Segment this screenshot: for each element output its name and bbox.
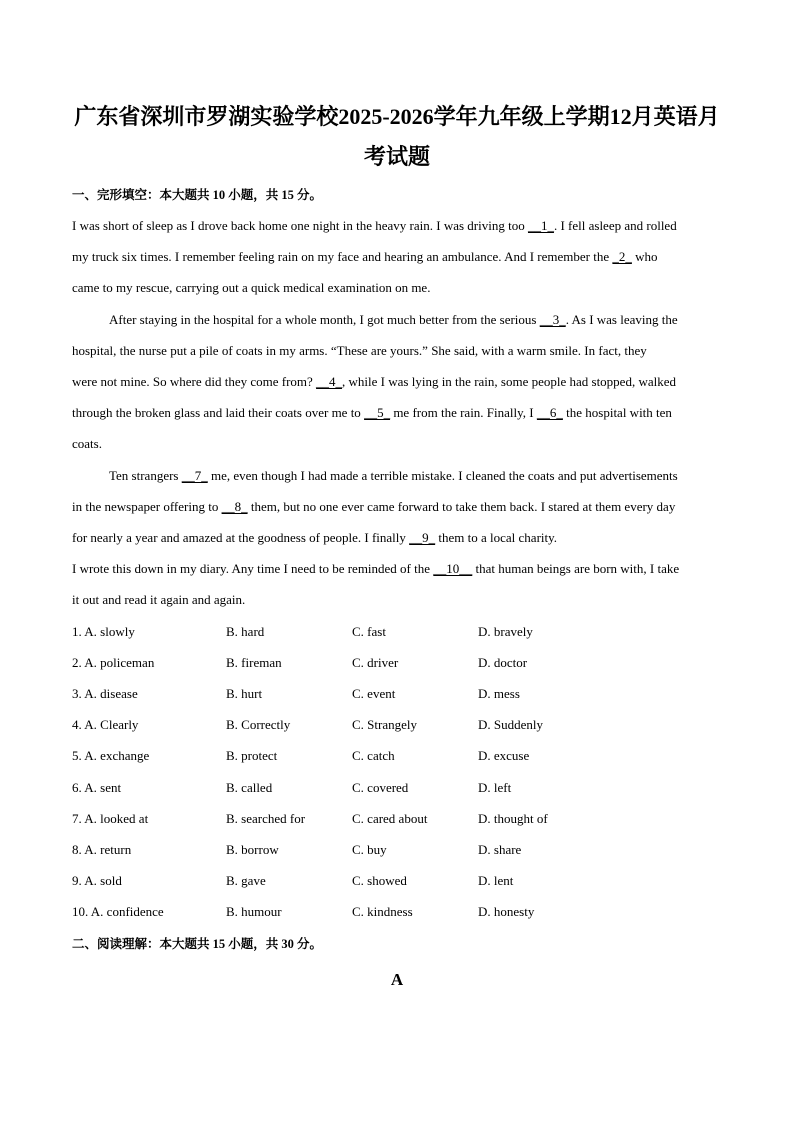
blank-7: __7_ <box>181 468 208 483</box>
section-1-heading: 一、完形填空：本大题共 10 小题，共 15 分。 <box>72 188 323 202</box>
option-d[interactable]: D. lent <box>478 873 514 888</box>
option-d[interactable]: D. share <box>478 842 522 857</box>
passage-line <box>109 310 678 330</box>
passage-text: through the broken glass and laid their coats over me to <box>72 405 365 420</box>
option-b[interactable]: B. fireman <box>226 655 282 670</box>
option-a[interactable]: 5. A. exchange <box>72 748 150 763</box>
passage-line: came to my rescue, carrying out a quick medical examination on me. <box>72 280 431 295</box>
option-b[interactable]: B. humour <box>226 904 282 919</box>
option-a[interactable]: 8. A. return <box>72 842 132 857</box>
passage-line <box>109 466 678 486</box>
option-a[interactable]: 2. A. policeman <box>72 655 155 670</box>
option-b[interactable]: B. searched for <box>226 811 306 826</box>
passage-text: . As I was leaving the <box>565 312 678 327</box>
option-c[interactable]: C. event <box>352 686 396 701</box>
option-c[interactable]: C. showed <box>352 873 407 888</box>
passage-text: me from the rain. Finally, I <box>390 405 537 420</box>
option-d[interactable]: D. mess <box>478 686 520 701</box>
blank-8: __8_ <box>221 499 248 514</box>
passage-line: hospital, the nurse put a pile of coats in my arms. “These are yours.” She said, with a warm smile. In fact, they <box>72 343 647 358</box>
passage-text: After staying in the hospital for a whole month, I got much better from the serious <box>109 312 540 327</box>
passage-text: them to a local charity. <box>435 530 558 545</box>
option-a[interactable]: 1. A. slowly <box>72 624 135 639</box>
blank-9: __9_ <box>409 530 436 545</box>
passage-text: in the newspaper offering to <box>72 499 222 514</box>
passage-text: I was short of sleep as I drove back home one night in the heavy rain. I was driving too <box>72 218 528 233</box>
option-d[interactable]: D. excuse <box>478 748 530 763</box>
passage-line: coats. <box>72 436 102 451</box>
option-a[interactable]: 4. A. Clearly <box>72 717 139 732</box>
option-b[interactable]: B. protect <box>226 748 278 763</box>
blank-4: __4_ <box>316 374 343 389</box>
passage-line: it out and read it again and again. <box>72 592 246 607</box>
option-c[interactable]: C. buy <box>352 842 387 857</box>
passage-text: me, even though I had made a terrible mistake. I cleaned the coats and put advertisements <box>207 468 678 483</box>
reading-part-a-heading: A <box>390 970 404 989</box>
page-title-line-1: 广东省深圳市罗湖实验学校2025-2026学年九年级上学期12月英语月 <box>74 104 720 129</box>
passage-text: Ten strangers <box>109 468 182 483</box>
blank-2: _2_ <box>612 249 632 264</box>
option-d[interactable]: D. honesty <box>478 904 535 919</box>
option-b[interactable]: B. borrow <box>226 842 279 857</box>
passage-line <box>72 559 679 579</box>
option-b[interactable]: B. hurt <box>226 686 263 701</box>
blank-10: __10__ <box>433 561 473 576</box>
option-a[interactable]: 10. A. confidence <box>72 904 164 919</box>
option-b[interactable]: B. Correctly <box>226 717 291 732</box>
option-b[interactable]: B. hard <box>226 624 265 639</box>
option-c[interactable]: C. catch <box>352 748 395 763</box>
option-a[interactable]: 3. A. disease <box>72 686 138 701</box>
passage-line <box>72 372 676 392</box>
option-c[interactable]: C. covered <box>352 780 409 795</box>
option-d[interactable]: D. thought of <box>478 811 548 826</box>
option-c[interactable]: C. driver <box>352 655 399 670</box>
option-b[interactable]: B. gave <box>226 873 266 888</box>
option-d[interactable]: D. left <box>478 780 512 795</box>
passage-text: , while I was lying in the rain, some people had stopped, walked <box>342 374 676 389</box>
passage-line <box>72 403 672 423</box>
option-d[interactable]: D. bravely <box>478 624 533 639</box>
passage-text: the hospital with ten <box>562 405 672 420</box>
passage-text: I wrote this down in my diary. Any time I need to be reminded of the <box>72 561 434 576</box>
passage-text: . I fell asleep and rolled <box>553 218 677 233</box>
page-title-line-2: 考试题 <box>363 144 430 169</box>
passage-text: for nearly a year and amazed at the goodness of people. I finally <box>72 530 410 545</box>
option-c[interactable]: C. cared about <box>352 811 428 826</box>
blank-5: __5_ <box>364 405 391 420</box>
option-d[interactable]: D. doctor <box>478 655 528 670</box>
blank-6: __6_ <box>536 405 563 420</box>
option-b[interactable]: B. called <box>226 780 273 795</box>
passage-line <box>72 247 658 267</box>
passage-line <box>72 528 557 548</box>
passage-line <box>72 216 677 236</box>
passage-text: my truck six times. I remember feeling rain on my face and hearing an ambulance. And I remember the <box>72 249 613 264</box>
blank-1: __1_ <box>527 218 554 233</box>
blank-3: __3_ <box>539 312 566 327</box>
passage-line <box>72 497 675 517</box>
passage-text: who <box>631 249 658 264</box>
option-c[interactable]: C. kindness <box>352 904 413 919</box>
option-d[interactable]: D. Suddenly <box>478 717 543 732</box>
option-c[interactable]: C. fast <box>352 624 386 639</box>
option-a[interactable]: 9. A. sold <box>72 873 122 888</box>
passage-text: were not mine. So where did they come from? <box>72 374 317 389</box>
option-c[interactable]: C. Strangely <box>352 717 417 732</box>
passage-text: that human beings are born with, I take <box>472 561 680 576</box>
passage-text: them, but no one ever came forward to take them back. I stared at them every day <box>247 499 676 514</box>
section-2-heading: 二、阅读理解：本大题共 15 小题，共 30 分。 <box>72 937 323 951</box>
option-a[interactable]: 6. A. sent <box>72 780 122 795</box>
option-a[interactable]: 7. A. looked at <box>72 811 149 826</box>
